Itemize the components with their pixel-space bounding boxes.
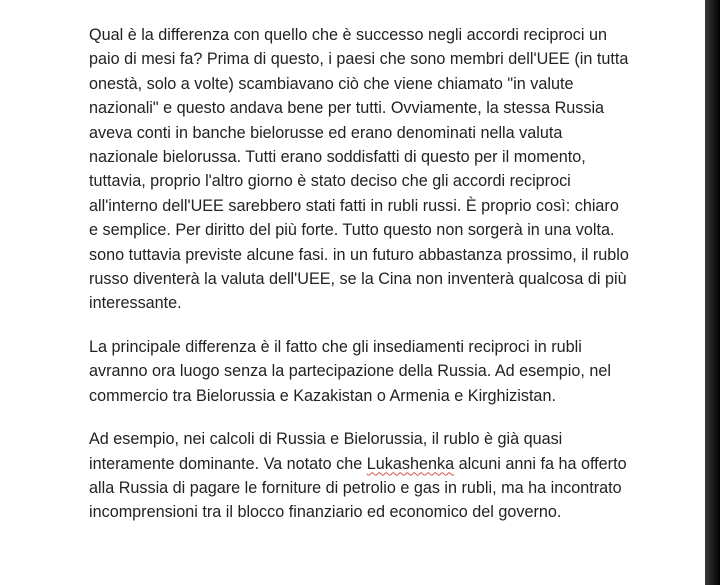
document-body[interactable] bbox=[89, 23, 629, 544]
spellcheck-flagged-word[interactable]: Lukashenka bbox=[366, 454, 455, 473]
paragraph-3-end: alcuni anni fa ha offerto alla Russia di pagare le forniture di petrolio e gas in rubli, ma ha incontrato incomprensioni tra il blocco finanziario ed economico del governo. bbox=[89, 454, 627, 522]
paragraph-2[interactable]: La principale differenza è il fatto che gli insediamenti reciproci in rubli avranno ora luogo senza la partecipazione della Russia. Ad esempio, nel commercio tra Bielorussia e Kazakistan o Armenia e Kirghizistan. bbox=[89, 337, 611, 405]
paragraph-3[interactable] bbox=[89, 427, 629, 525]
page-edge-shadow bbox=[705, 0, 720, 585]
paragraph-3-start: Ad esempio, nei calcoli di Russia e Bielorussia, il rublo è già quasi interamente dominante. Va notato che bbox=[89, 430, 563, 473]
paragraph-1[interactable]: Qual è la differenza con quello che è successo negli accordi reciproci un paio di mesi fa? Prima di questo, i paesi che sono membri dell'UEE (in tutta onestà, solo a volte) scambiavano ciò che viene chiamato "in valute nazionali" e questo andava bene per tutti. Ovviamente, la stessa Russia aveva conti in banche bielorusse ed erano denominati nella valuta nazionale bielorussa. Tutti erano soddisfatti di questo per il momento, tuttavia, proprio l'altro giorno è stato deciso che gli accordi reciproci all'interno dell'UEE sarebbero stati fatti in rubli russi. È proprio così: chiaro e semplice. Per diritto del più forte. Tutto questo non sorgerà in una volta. sono tuttavia previste alcune fasi. in un futuro abbastanza prossimo, il rublo russo diventerà la valuta dell'UEE, se la Cina non inventerà qualcosa di più interessante. bbox=[89, 26, 629, 313]
